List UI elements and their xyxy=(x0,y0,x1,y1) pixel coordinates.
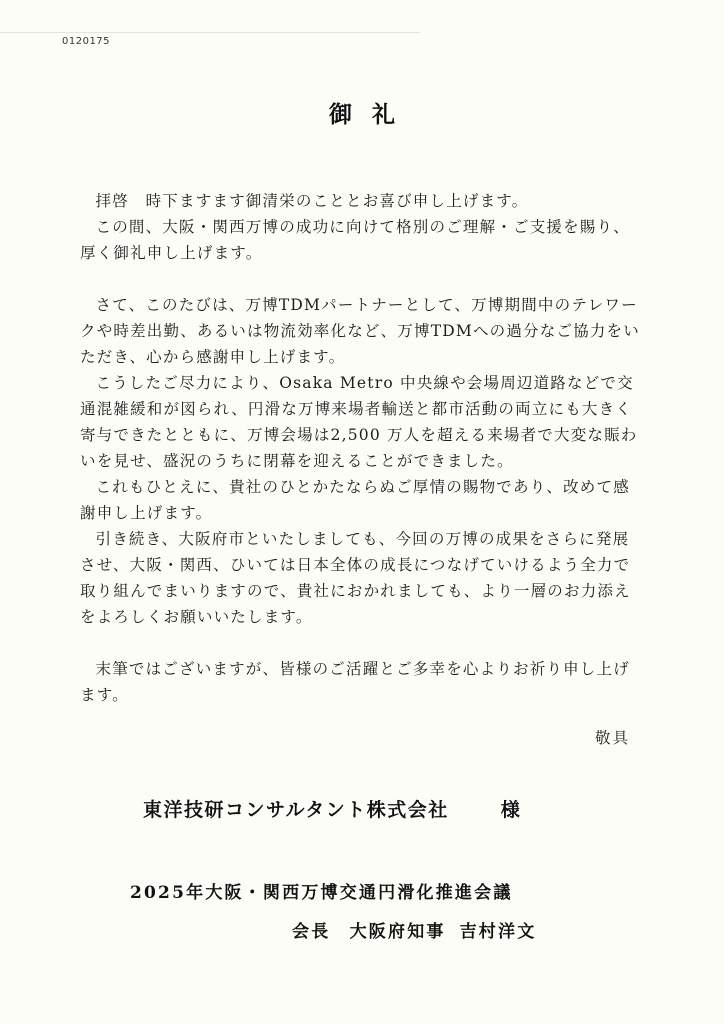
greeting-paragraph: 拝啓 時下ますます御清栄のこととお喜び申し上げます。 xyxy=(95,192,529,210)
sender-name: 吉村洋文 xyxy=(459,922,537,942)
recipient-honorific: 様 xyxy=(500,799,522,821)
top-rule xyxy=(0,32,420,33)
letter-title: 御礼 xyxy=(329,101,415,128)
future-paragraph: 引き続き、大阪府市といたしましても、今回の万博の成果をさらに発展させ、大阪・関西、ひいては日本全体の成長につなげていけるよう全力で取り組んでまいりますので、貴社におかれましても、より一層のお力添えをよろしくお願いいたします。 xyxy=(80,530,631,626)
sender-line xyxy=(292,917,536,942)
letter-body xyxy=(80,188,645,708)
tdm-paragraph: さて、このたびは、万博TDMパートナーとして、万博期間中のテレワークや時差出勤、あるいは物流効率化など、万博TDMへの過分なご協力をいただき、心から感謝申し上げます。 xyxy=(80,296,640,366)
thanks-paragraph: この間、大阪・関西万博の成功に向けて格別のご理解・ご支援を賜り、厚く御礼申し上げます。 xyxy=(80,218,630,262)
effect-paragraph: こうしたご尽力により、Osaka Metro 中央線や会場周辺道路などで交通混雑緩和が図られ、円滑な万博来場者輸送と都市活動の両立にも大きく寄与できたとともに、万博会場は2,500 万人を超える来場者で大変な賑わいを見せ、盛況のうちに閉幕を迎えることができました。 xyxy=(80,374,638,470)
final-wish-paragraph: 末筆ではございますが、皆様のご活躍とご多幸を心よりお祈り申し上げます。 xyxy=(80,660,630,704)
sender-title: 会長 大阪府知事 xyxy=(292,922,446,942)
sender-organization: 2025年大阪・関西万博交通円滑化推進会議 xyxy=(130,883,513,903)
gratitude-paragraph: これもひとえに、貴社のひとかたならぬご厚情の賜物であり、改めて感謝申し上げます。 xyxy=(80,478,630,522)
document-number: 0120175 xyxy=(62,36,111,47)
recipient-company: 東洋技研コンサルタント株式会社 xyxy=(143,799,449,821)
closing-word: 敬具 xyxy=(594,729,630,747)
recipient-line xyxy=(143,795,521,822)
